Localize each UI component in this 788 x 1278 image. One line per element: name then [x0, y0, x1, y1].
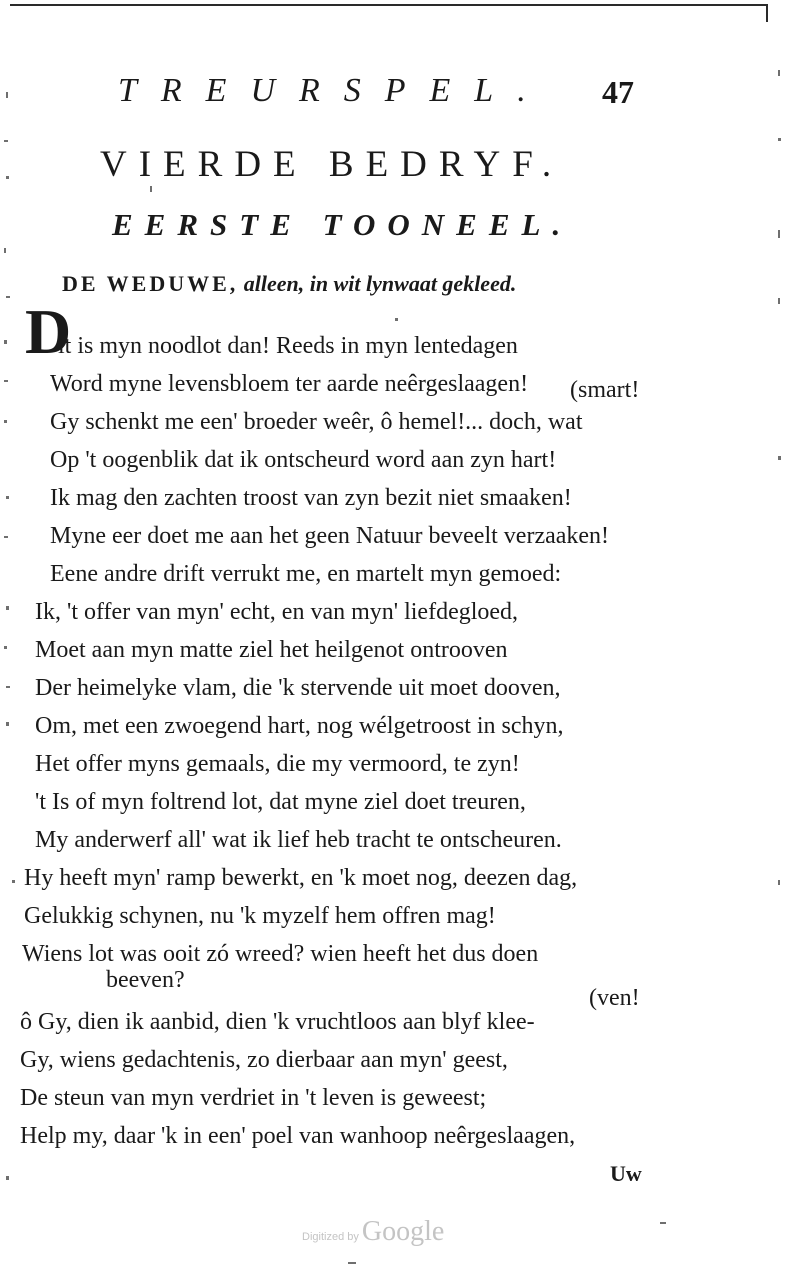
verse-line: My anderwerf all' wat ik lief heb tracht te ontscheuren.	[35, 827, 562, 853]
verse-line: Gy, wiens gedachtenis, zo dierbaar aan myn' geest,	[20, 1047, 508, 1073]
verse-line: Myne eer doet me aan het geen Natuur beveelt verzaaken!	[50, 523, 610, 549]
verse-line: Gelukkig schynen, nu 'k myzelf hem offren mag!	[24, 903, 496, 929]
top-border-rule	[10, 4, 768, 6]
verse-line: Help my, daar 'k in een' poel van wanhoop neêrgeslaagen,	[20, 1123, 576, 1149]
verse-line: Word myne levensbloem ter aarde neêrgeslaagen!	[50, 371, 529, 397]
verse-line: Hy heeft myn' ramp bewerkt, en 'k moet nog, deezen dag,	[24, 865, 578, 891]
verse-line: Ik mag den zachten troost van zyn bezit niet smaaken!	[50, 485, 572, 511]
drop-cap: D	[25, 296, 72, 367]
turnover-text: (smart!	[570, 377, 640, 403]
verse-line: Ik, 't offer van myn' echt, en van myn' liefdegloed,	[35, 599, 519, 625]
verse-line: Wiens lot was ooit zó wreed? wien heeft het dus doen	[22, 941, 539, 967]
verse-line: Op 't oogenblik dat ik ontscheurd word aan zyn hart!	[50, 447, 557, 473]
catchword: Uw	[610, 1161, 642, 1186]
verse-line: ô Gy, dien ik aanbid, dien 'k vruchtloos aan blyf klee-	[20, 1009, 535, 1035]
verse-line: Gy schenkt me een' broeder weêr, ô hemel!... doch, wat	[50, 409, 583, 435]
digitized-brand: Google	[361, 1216, 445, 1247]
verse-line: 't Is of myn foltrend lot, dat myne ziel doet treuren,	[35, 789, 526, 815]
verse-line: De steun van myn verdriet in 't leven is geweest;	[20, 1085, 487, 1111]
top-border-tick	[766, 4, 768, 22]
scene-title: EERSTE TOONEEL.	[112, 207, 573, 242]
verse-line: beeven?	[106, 967, 185, 993]
turnover-text: (ven!	[589, 985, 640, 1011]
page-number: 47	[602, 74, 634, 110]
verse-line: Eene andre drift verrukt me, en martelt myn gemoed:	[50, 561, 562, 587]
verse-line: it is myn noodlot dan! Reeds in myn lentedagen	[58, 333, 518, 359]
digitized-watermark	[302, 1216, 444, 1248]
stage-direction	[62, 271, 516, 297]
verse-line: Der heimelyke vlam, die 'k stervende uit moet dooven,	[35, 675, 561, 701]
verse-line: Om, met een zwoegend hart, nog wélgetroost in schyn,	[35, 713, 564, 739]
verse-line: Het offer myns gemaals, die my vermoord, te zyn!	[35, 751, 520, 777]
act-title: VIERDE BEDRYF.	[100, 144, 564, 185]
verse-line: Moet aan myn matte ziel het heilgenot ontrooven	[35, 637, 508, 663]
running-head: TREURSPEL.	[118, 72, 550, 109]
speaker-name: DE WEDUWE,	[62, 271, 239, 296]
stage-direction-text: alleen, in wit lynwaat gekleed.	[238, 271, 517, 296]
digitized-prefix: Digitized by	[302, 1231, 362, 1243]
